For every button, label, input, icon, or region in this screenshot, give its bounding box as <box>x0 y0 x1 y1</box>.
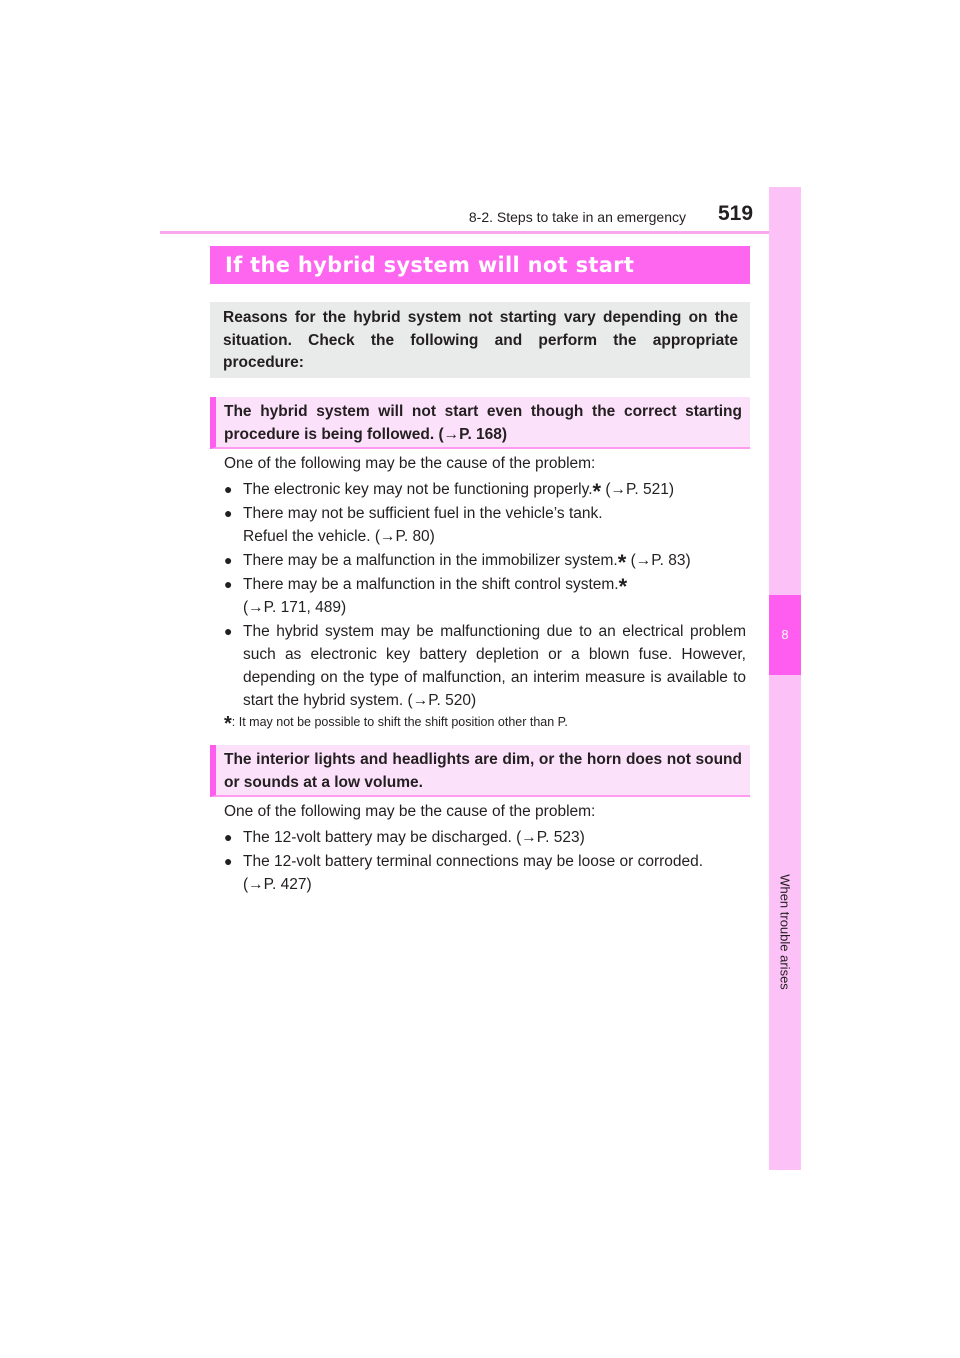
page-title: If the hybrid system will not start <box>225 253 635 277</box>
list-item-text: The 12-volt battery terminal connections may be loose or corroded. <box>243 853 704 870</box>
bullet-icon: ● <box>224 853 233 869</box>
footnote-marker: * <box>224 713 232 735</box>
footnote <box>224 713 568 735</box>
header-divider <box>160 231 800 234</box>
list-item <box>224 620 746 712</box>
section1-heading: The hybrid system will not start even though the correct starting procedure is being followed. (→P. 168) <box>224 403 742 443</box>
section1-lead: One of the following may be the cause of the problem: <box>224 455 596 472</box>
chapter-side-tab <box>769 187 801 1170</box>
list-item <box>224 549 746 575</box>
page-number: 519 <box>718 202 754 225</box>
list-item <box>224 502 746 548</box>
footnote-marker: * <box>592 479 602 504</box>
page-reference: (→P. 83) <box>630 552 691 569</box>
list-item <box>224 573 746 619</box>
list-item-text: The hybrid system may be malfunctioning due to an electrical problem such as electronic key battery depletion or a blown fuse. However, depending on the type of malfunction, an interim measure is available to start the hybrid system. (→P. 520) <box>243 623 746 709</box>
section1-heading-box <box>210 397 750 449</box>
page-reference: (→P. 171, 489) <box>243 599 347 616</box>
footnote-marker: * <box>618 574 628 599</box>
section2-heading: The interior lights and headlights are dim, or the horn does not sound or sounds at a low volume. <box>224 751 742 791</box>
intro-text: Reasons for the hybrid system not starting vary depending on the situation. Check the following and perform the appropriate procedure: <box>223 309 738 371</box>
bullet-icon: ● <box>224 623 233 639</box>
intro-box <box>210 302 750 378</box>
bullet-icon: ● <box>224 576 233 592</box>
bullet-icon: ● <box>224 505 233 521</box>
chapter-label-wrapper <box>771 874 799 990</box>
list-item-text: There may not be sufficient fuel in the vehicle’s tank. <box>243 505 603 522</box>
list-item-text: The 12-volt battery may be discharged. (→P. 523) <box>243 829 585 846</box>
page-reference: (→P. 427) <box>243 876 312 893</box>
list-item <box>224 478 746 504</box>
bullet-icon: ● <box>224 481 233 497</box>
chapter-number: 8 <box>769 595 801 675</box>
footnote-marker: * <box>617 550 627 575</box>
title-bar <box>210 246 750 284</box>
section2-heading-box <box>210 745 750 797</box>
section2-lead: One of the following may be the cause of the problem: <box>224 803 596 820</box>
list-item <box>224 850 746 896</box>
list-item-subtext: Refuel the vehicle. (→P. 80) <box>243 528 435 545</box>
page-reference: (→P. 521) <box>605 481 675 498</box>
list-item-text: There may be a malfunction in the shift control system. <box>243 576 619 593</box>
list-item <box>224 826 746 849</box>
footnote-text: : It may not be possible to shift the shift position other than P. <box>231 715 568 729</box>
list-item-text: The electronic key may not be functioning properly. <box>243 481 593 498</box>
section-header: 8-2. Steps to take in an emergency <box>468 209 686 225</box>
list-item-text: There may be a malfunction in the immobilizer system. <box>243 552 618 569</box>
bullet-icon: ● <box>224 829 233 845</box>
bullet-icon: ● <box>224 552 233 568</box>
chapter-label: When trouble arises <box>777 874 793 990</box>
